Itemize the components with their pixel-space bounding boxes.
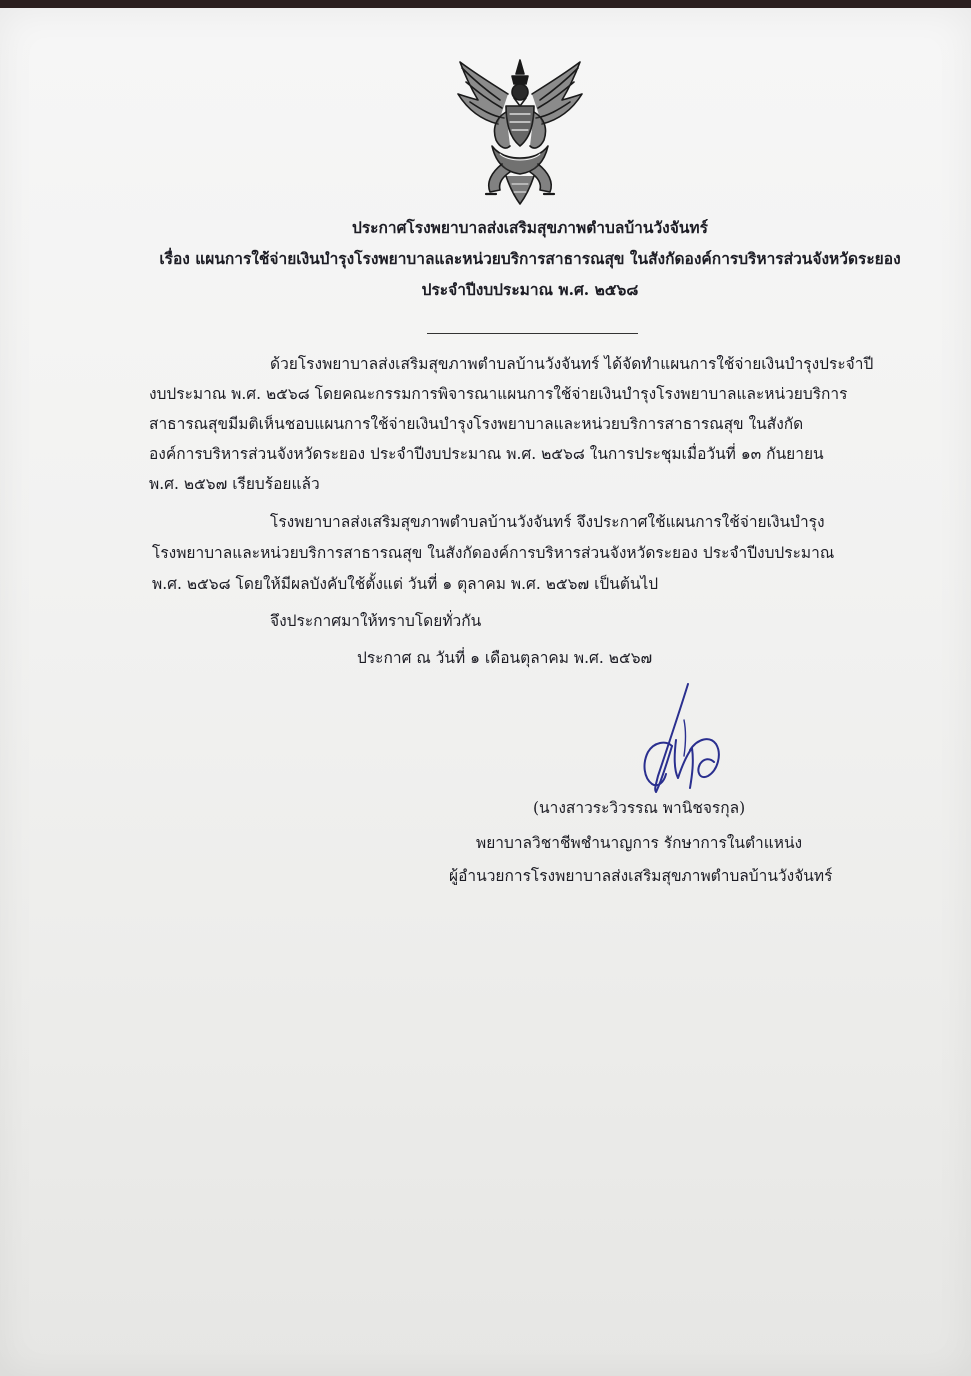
garuda-emblem-icon: [452, 54, 588, 212]
signatory-role: ผู้อำนวยการโรงพยาบาลส่งเสริมสุขภาพตำบลบ้านวังจันทร์: [449, 867, 833, 885]
paragraph1-line-3: สาธารณสุขมีมติเห็นชอบแผนการใช้จ่ายเงินบำรุงโรงพยาบาลและหน่วยบริการสาธารณสุข ในสังกัด: [149, 415, 804, 433]
closing-line: จึงประกาศมาให้ทราบโดยทั่วกัน: [270, 612, 482, 630]
paragraph1-line-4: องค์การบริหารส่วนจังหวัดระยอง ประจำปีงบประมาณ พ.ศ. ๒๕๖๘ ในการประชุมเมื่อวันที่ ๑๓ กันยายน: [149, 445, 824, 463]
title-line-3: ประจำปีงบประมาณ พ.ศ. ๒๕๖๘: [421, 280, 639, 299]
paragraph2-line-1: โรงพยาบาลส่งเสริมสุขภาพตำบลบ้านวังจันทร์ จึงประกาศใช้แผนการใช้จ่ายเงินบำรุง: [270, 513, 825, 531]
title-line-1: ประกาศโรงพยาบาลส่งเสริมสุขภาพตำบลบ้านวังจันทร์: [352, 218, 708, 237]
title-divider: [427, 333, 638, 334]
signatory-name: (นางสาวระวิวรรณ พานิชจรกุล): [533, 799, 746, 817]
document-page: [0, 8, 971, 1376]
paragraph2-line-3: พ.ศ. ๒๕๖๘ โดยให้มีผลบังคับใช้ตั้งแต่ วันที่ ๑ ตุลาคม พ.ศ. ๒๕๖๗ เป็นต้นไป: [152, 575, 659, 593]
paragraph1-line-2: งบประมาณ พ.ศ. ๒๕๖๘ โดยคณะกรรมการพิจารณาแผนการใช้จ่ายเงินบำรุงโรงพยาบาลและหน่วยบริการ: [149, 385, 848, 403]
announcement-title: [0, 212, 971, 305]
paragraph2-line-2: โรงพยาบาลและหน่วยบริการสาธารณสุข ในสังกัดองค์การบริหารส่วนจังหวัดระยอง ประจำปีงบประมาณ: [152, 544, 835, 562]
announcement-date: ประกาศ ณ วันที่ ๑ เดือนตุลาคม พ.ศ. ๒๕๖๗: [357, 649, 653, 667]
paragraph1-line-5: พ.ศ. ๒๕๖๗ เรียบร้อยแล้ว: [149, 475, 320, 493]
signatory-position: พยาบาลวิชาชีพชำนาญการ รักษาการในตำแหน่ง: [476, 834, 803, 852]
title-line-2: เรื่อง แผนการใช้จ่ายเงินบำรุงโรงพยาบาลและหน่วยบริการสาธารณสุข ในสังกัดองค์การบริหารส่วนจังหวัดระยอง: [159, 249, 901, 268]
paragraph1-line-1: ด้วยโรงพยาบาลส่งเสริมสุขภาพตำบลบ้านวังจันทร์ ได้จัดทำแผนการใช้จ่ายเงินบำรุงประจำปี: [270, 355, 874, 373]
handwritten-signature-icon: [630, 680, 730, 805]
